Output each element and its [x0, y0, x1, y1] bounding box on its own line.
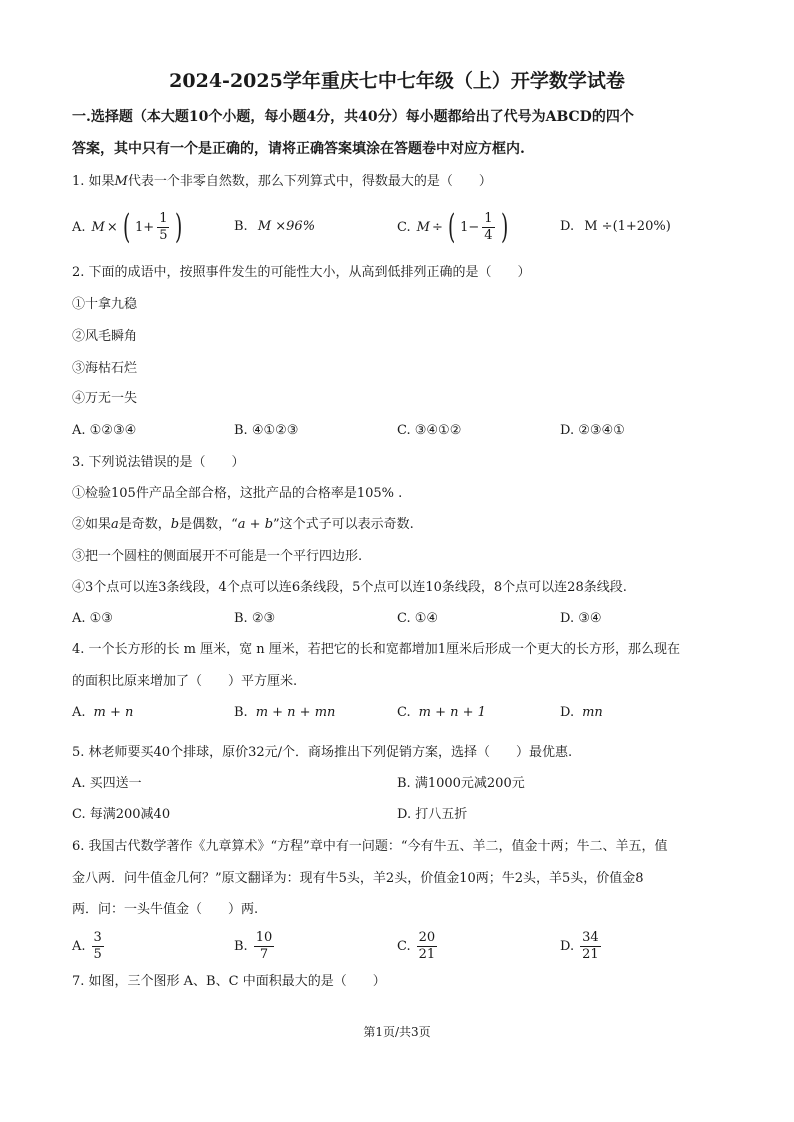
q6-option-b: [234, 926, 275, 966]
question-1-stem: [72, 175, 492, 188]
q1-option-d-label: D.: [560, 219, 575, 234]
q2-option-a: A. ①②③④: [72, 423, 137, 438]
q1-a-m: M: [91, 219, 105, 235]
question-7-stem: 7. 如图，三个图形 A、B、C 中面积最大的是（ ）: [72, 974, 386, 989]
q1-option-b-label: B.: [234, 219, 248, 234]
q2-option-c: C. ③④①②: [397, 423, 462, 438]
q1-c-term: 1−: [460, 219, 480, 235]
question-6-line1: 6. 我国古代数学著作《九章算术》“方程”章中有一问题：“今有牛五、羊二，值金十两；牛二、羊五，值: [72, 839, 668, 854]
q3-option-b: B. ②③: [234, 611, 276, 626]
q3-item2-suffix: ”这个式子可以表示奇数.: [273, 517, 414, 532]
q3-variable-b: b: [170, 517, 180, 532]
section-heading-line1: 一.选择题（本大题10个小题，每小题4分，共40分）每小题都给出了代号为ABCD的四个: [72, 109, 634, 125]
q1-option-d: [560, 220, 671, 233]
q3-item-4: ④3个点可以连3条线段，4个点可以连6条线段，5个点可以连10条线段，8个点可以连28条线段.: [72, 580, 627, 595]
q4-option-c-label: C.: [397, 705, 411, 720]
q3-expression: a + b: [237, 517, 274, 532]
q3-item2-prefix: ②如果: [72, 517, 112, 532]
q4-option-c: [397, 706, 486, 719]
q1-a-fraction: $\frac{1}{5}$: [159, 210, 168, 243]
q3-item-2: [72, 518, 414, 531]
q1-variable-m: M: [114, 174, 128, 189]
q1-a-term: 1+: [135, 219, 155, 235]
q6-c-fraction: $\frac{20}{21}$: [418, 929, 436, 962]
q2-item-1: ①十拿九稳: [72, 297, 138, 312]
q5-option-a: A. 买四送一: [72, 776, 142, 791]
q2-item-2: ②风毛瞬角: [72, 329, 138, 344]
q3-variable-a: a: [111, 517, 119, 532]
q6-option-d-label: D.: [560, 938, 575, 954]
question-2-stem: 2. 下面的成语中，按照事件发生的可能性大小，从高到低排列正确的是（ ）: [72, 265, 531, 280]
q3-option-d: D. ③④: [560, 611, 602, 626]
q2-item-4: ④万无一失: [72, 391, 138, 406]
q3-item2-mid2: 是偶数，“: [179, 517, 238, 532]
q6-option-b-label: B.: [234, 938, 248, 954]
q1-b-expression: M ×96%: [257, 219, 316, 234]
q4-option-a-label: A.: [72, 705, 86, 720]
q1-option-a: A. M × ( 1+ $\frac{1}{5}$ ): [72, 207, 183, 247]
question-6-line2: 金八两．问牛值金几何？”原文翻译为：现有牛5头，羊2头，价值金10两；牛2头，羊5头，价值金8: [72, 871, 644, 886]
q1-stem-suffix: 代表一个非零自然数，那么下列算式中，得数最大的是（ ）: [127, 174, 492, 189]
q6-a-fraction: $\frac{3}{5}$: [93, 929, 102, 962]
q1-c-fraction: $\frac{1}{4}$: [484, 210, 493, 243]
q4-option-d: [560, 706, 603, 719]
q1-stem-prefix: 1. 如果: [72, 174, 115, 189]
q3-option-c: C. ①④: [397, 611, 439, 626]
q5-option-c: C. 每满200减40: [72, 807, 171, 822]
q1-d-expression: M ÷(1+20%): [584, 219, 671, 234]
question-4-line1: 4. 一个长方形的长 m 厘米，宽 n 厘米，若把它的长和宽都增加1厘米后形成一个更大的长方形，那么现在: [72, 642, 681, 657]
q2-item-3: ③海枯石烂: [72, 361, 138, 376]
q3-option-a: A. ①③: [72, 611, 113, 626]
q1-option-c: C. M ÷ ( 1− $\frac{1}{4}$ ): [397, 207, 508, 247]
q3-item-3: ③把一个圆柱的侧面展开不可能是一个平行四边形.: [72, 549, 363, 564]
q2-option-d: D. ②③④①: [560, 423, 625, 438]
q3-item-1: ①检验105件产品全部合格，这批产品的合格率是105% .: [72, 486, 403, 501]
q4-b-expression: m + n + mn: [255, 705, 336, 720]
q1-option-c-label: C.: [397, 219, 411, 235]
q6-b-fraction: $\frac{10}{7}$: [255, 929, 273, 962]
question-6-line3: 两．问：一头牛值金（ ）两.: [72, 902, 259, 917]
q4-a-expression: m + n: [93, 705, 134, 720]
page-title: 2024-2025学年重庆七中七年级（上）开学数学试卷: [169, 70, 625, 92]
q6-option-c: [397, 926, 438, 966]
page-footer: 第1页/共3页: [363, 1025, 431, 1039]
question-4-line2: 的面积比原来增加了（ ）平方厘米.: [72, 674, 298, 689]
q4-option-a: [72, 706, 133, 719]
q5-option-d: D. 打八五折: [397, 807, 468, 822]
q5-option-b: B. 满1000元减200元: [397, 776, 525, 791]
q1-a-operator: ×: [106, 219, 118, 235]
question-5-stem: 5. 林老师要买40个排球，原价32元/个．商场推出下列促销方案，选择（ ）最优惠.: [72, 745, 573, 760]
q1-option-b: [234, 220, 315, 233]
q3-item2-mid: 是奇数，: [118, 517, 171, 532]
question-3-stem: 3. 下列说法错误的是（ ）: [72, 455, 245, 470]
q2-option-b: B. ④①②③: [234, 423, 299, 438]
q1-c-m: M: [416, 219, 430, 235]
q1-option-a-label: A.: [72, 219, 86, 235]
q6-d-fraction: $\frac{34}{21}$: [582, 929, 599, 962]
q4-c-expression: m + n + 1: [418, 705, 486, 720]
q4-option-b-label: B.: [234, 705, 248, 720]
q1-c-operator: ÷: [431, 219, 443, 235]
q4-option-b: [234, 706, 335, 719]
q6-option-a: [72, 926, 105, 966]
section-heading-line2: 答案，其中只有一个是正确的，请将正确答案填涂在答题卷中对应方框内.: [72, 141, 525, 157]
q6-option-c-label: C.: [397, 938, 411, 954]
q6-option-a-label: A.: [72, 938, 86, 954]
q4-option-d-label: D.: [560, 705, 575, 720]
q4-d-expression: mn: [582, 705, 603, 720]
q6-option-d: [560, 926, 602, 966]
